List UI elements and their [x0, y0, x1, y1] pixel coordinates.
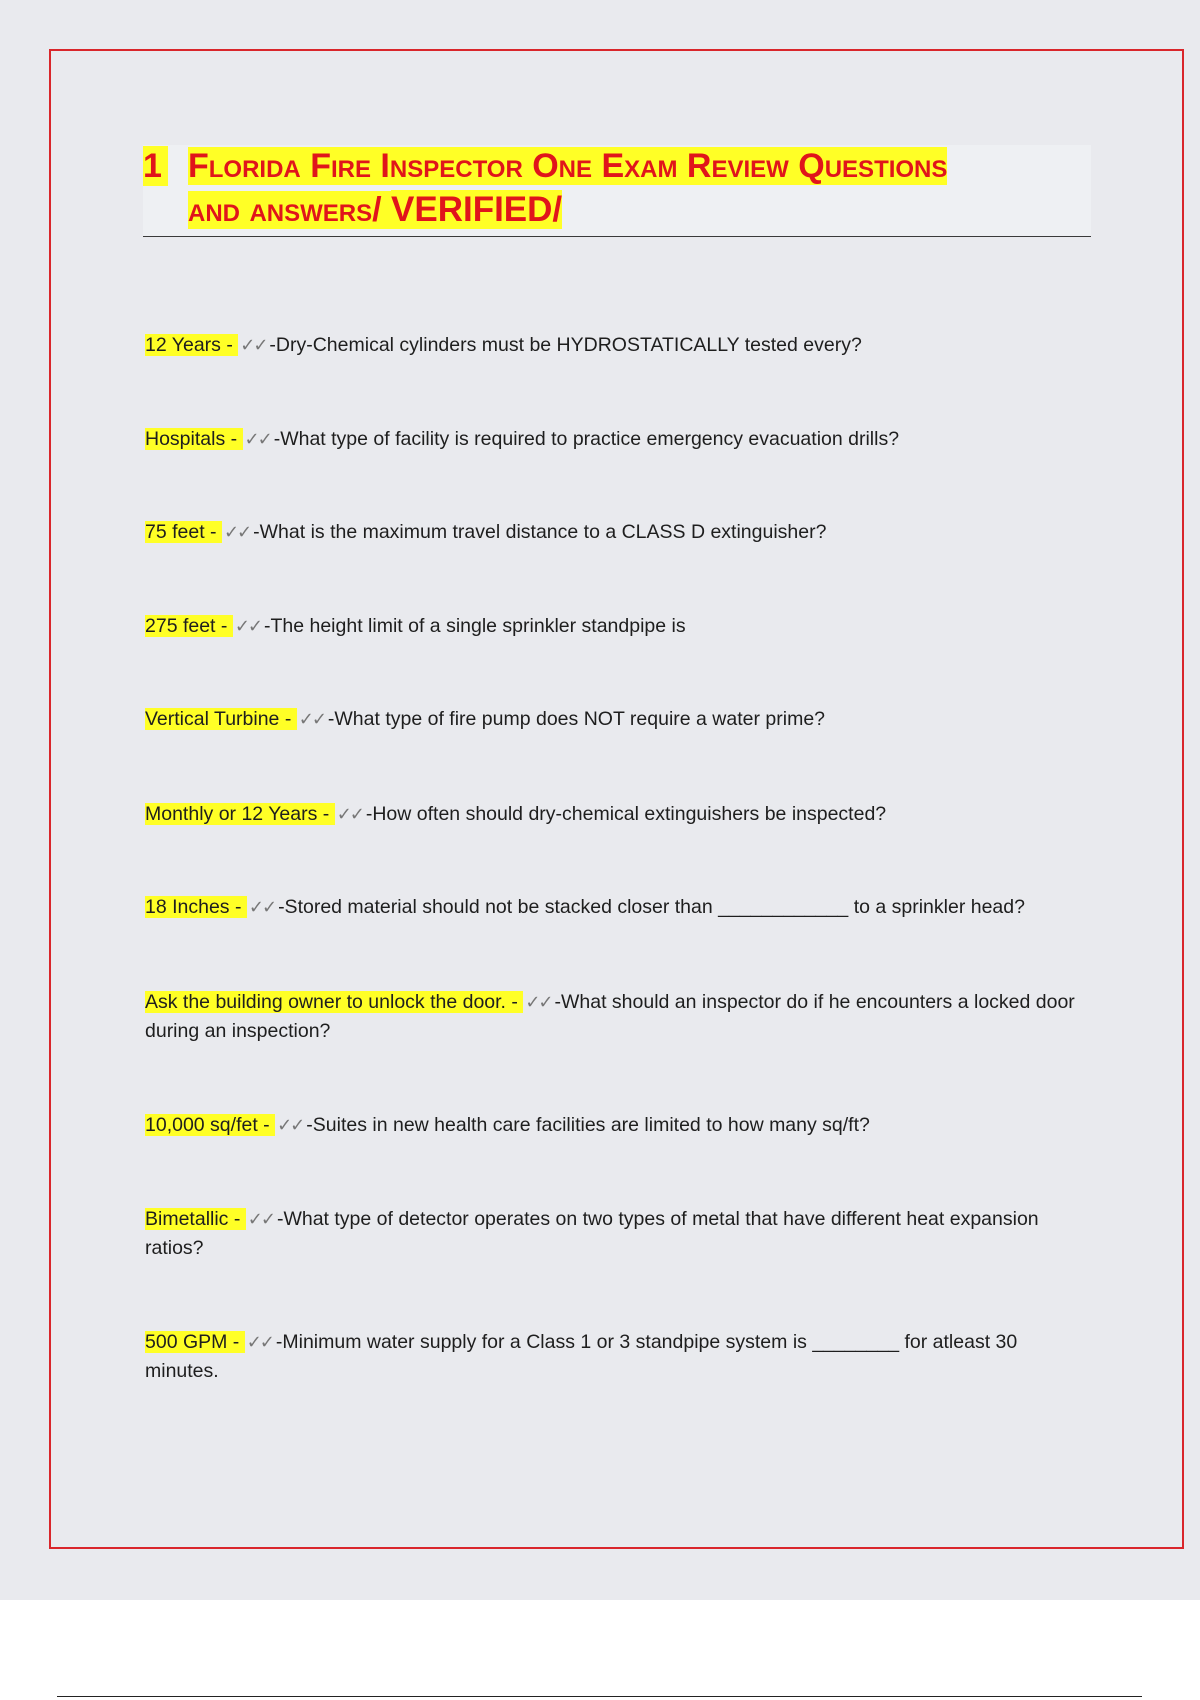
question-text: -What type of fire pump does NOT require a water prime?	[327, 708, 826, 730]
answer-highlight: 18 Inches -	[145, 896, 247, 918]
heading-line-1	[188, 146, 947, 186]
answer-highlight: Vertical Turbine -	[145, 708, 297, 730]
double-check-icon: ✓✓	[240, 335, 267, 356]
double-check-icon: ✓✓	[244, 429, 271, 450]
answer-highlight: 12 Years -	[145, 334, 239, 356]
double-check-icon: ✓✓	[223, 522, 251, 543]
heading-text-1: Florida Fire Inspector One Exam Review Questions	[188, 147, 948, 185]
double-check-icon: ✓✓	[277, 1115, 304, 1136]
answer-highlight: Monthly or 12 Years -	[145, 803, 335, 825]
answer-highlight: Ask the building owner to unlock the door. -	[145, 991, 524, 1013]
double-check-icon: ✓✓	[234, 616, 261, 637]
qa-item	[145, 331, 1095, 360]
qa-item	[145, 612, 1095, 641]
qa-item	[145, 1111, 1095, 1140]
heading-line-2	[188, 190, 562, 230]
question-text: -Suites in new health care facilities are limited to how many sq/ft?	[306, 1114, 870, 1136]
qa-item	[145, 705, 1095, 734]
question-text: -How often should dry-chemical extinguishers be inspected?	[365, 803, 887, 825]
page-border	[49, 49, 1184, 1549]
question-text: -What should an inspector do if he encounters a locked door during an inspection?	[145, 991, 1075, 1042]
double-check-icon: ✓✓	[336, 804, 363, 825]
qa-item	[145, 1328, 1095, 1386]
heading-text-2b: VERIFIED/	[391, 190, 563, 229]
question-text: -What type of facility is required to practice emergency evacuation drills?	[273, 428, 900, 450]
question-text: -Stored material should not be stacked closer than ____________ to a sprinkler head?	[278, 896, 1025, 918]
footer-divider	[57, 1696, 1142, 1697]
heading-text-2a: and answers/	[188, 191, 392, 229]
double-check-icon: ✓✓	[248, 897, 276, 918]
answer-highlight: 275 feet -	[145, 615, 233, 637]
question-text: -Minimum water supply for a Class 1 or 3 standpipe system is ________ for atleast 30 minutes.	[145, 1331, 1018, 1382]
double-check-icon: ✓✓	[246, 1332, 273, 1353]
qa-item	[145, 988, 1095, 1046]
qa-item	[145, 425, 1095, 454]
double-check-icon: ✓✓	[247, 1209, 274, 1230]
answer-highlight: Hospitals -	[145, 428, 243, 450]
qa-item	[145, 518, 1095, 547]
qa-item	[145, 893, 1095, 922]
double-check-icon: ✓✓	[525, 992, 552, 1013]
qa-item	[145, 800, 1095, 829]
double-check-icon: ✓✓	[298, 709, 325, 730]
answer-highlight: 10,000 sq/fet -	[145, 1114, 276, 1136]
answer-highlight: 75 feet -	[145, 521, 222, 543]
question-text: -The height limit of a single sprinkler standpipe is	[263, 615, 686, 637]
question-text: -What is the maximum travel distance to a CLASS D extinguisher?	[253, 521, 827, 543]
question-text: -What type of detector operates on two types of metal that have different heat expansion ratios?	[145, 1208, 1039, 1259]
answer-highlight: Bimetallic -	[145, 1208, 246, 1230]
qa-item	[145, 1205, 1095, 1263]
heading-number: 1	[143, 146, 168, 186]
answer-highlight: 500 GPM -	[145, 1331, 245, 1353]
question-text: -Dry-Chemical cylinders must be HYDROSTATICALLY tested every?	[269, 334, 862, 356]
